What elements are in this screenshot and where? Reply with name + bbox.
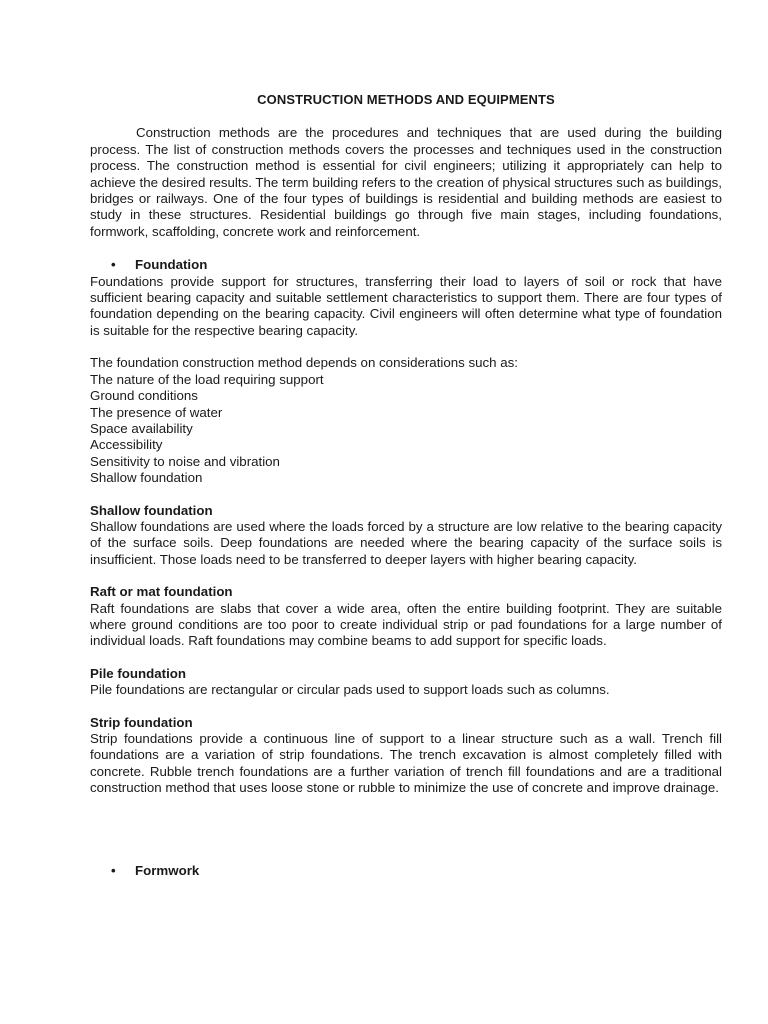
document-title: CONSTRUCTION METHODS AND EQUIPMENTS	[257, 92, 555, 107]
consideration-item: Sensitivity to noise and vibration	[90, 453, 280, 469]
strip-foundation-heading: Strip foundation	[90, 714, 193, 730]
foundation-paragraph: Foundations provide support for structures, transferring their load to layers of soil or rock that have sufficient bearing capacity and suitable settlement characteristics to support them. There are four types of foundation depending on the bearing capacity. Civil engineers will often determine what type of foundation is suitable for the respective bearing capacity.	[90, 273, 722, 338]
pile-foundation-paragraph: Pile foundations are rectangular or circular pads used to support loads such as columns.	[90, 682, 610, 698]
document-page	[90, 92, 722, 879]
bullet-icon: •	[111, 257, 116, 273]
shallow-foundation-heading: Shallow foundation	[90, 502, 213, 518]
consideration-item: Ground conditions	[90, 388, 198, 404]
pile-foundation-heading: Pile foundation	[90, 665, 187, 681]
formwork-heading: Formwork	[135, 862, 200, 878]
consideration-item: Space availability	[90, 420, 193, 436]
consideration-item: Shallow foundation	[90, 470, 203, 486]
consideration-item: The nature of the load requiring support	[90, 371, 324, 387]
consideration-item: The presence of water	[90, 404, 223, 420]
raft-foundation-heading: Raft or mat foundation	[90, 584, 233, 600]
raft-foundation-paragraph: Raft foundations are slabs that cover a wide area, often the entire building footprint. They are suitable where ground conditions are too poor to create individual strip or pad foundations for a large number of individual loads. Raft foundations may combine beams to add support for specific loads.	[90, 600, 722, 649]
shallow-foundation-paragraph: Shallow foundations are used where the loads forced by a structure are low relative to the bearing capacity of the surface soils. Deep foundations are needed where the bearing capacity of the surface soils is insufficient. Those loads need to be transferred to deeper layers with higher bearing capacity.	[90, 518, 722, 567]
consideration-item: Accessibility	[90, 437, 163, 453]
strip-foundation-paragraph: Strip foundations provide a continuous line of support to a linear structure such as a wall. Trench fill foundations are a variation of strip foundations. The trench excavation is almost completely filled with concrete. Rubble trench foundations are a further variation of trench fill foundations and are a traditional construction method that uses loose stone or rubble to minimize the use of concrete and improve drainage.	[90, 731, 722, 796]
intro-paragraph: Construction methods are the procedures and techniques that are used during the building process. The list of construction methods covers the processes and techniques used in the construction process. The construction method is essential for civil engineers; utilizing it appropriately can help to achieve the desired results. The term building refers to the creation of physical structures such as buildings, bridges or railways. One of the four types of buildings is residential and building methods are easiest to study in these structures. Residential buildings go through five main stages, including foundations, formwork, scaffolding, concrete work and reinforcement.	[90, 125, 722, 239]
formwork-bullet-heading	[90, 863, 722, 879]
bullet-icon: •	[111, 862, 116, 878]
foundation-heading: Foundation	[135, 257, 208, 273]
considerations-intro: The foundation construction method depends on considerations such as:	[90, 355, 518, 371]
foundation-bullet-heading	[90, 257, 722, 273]
